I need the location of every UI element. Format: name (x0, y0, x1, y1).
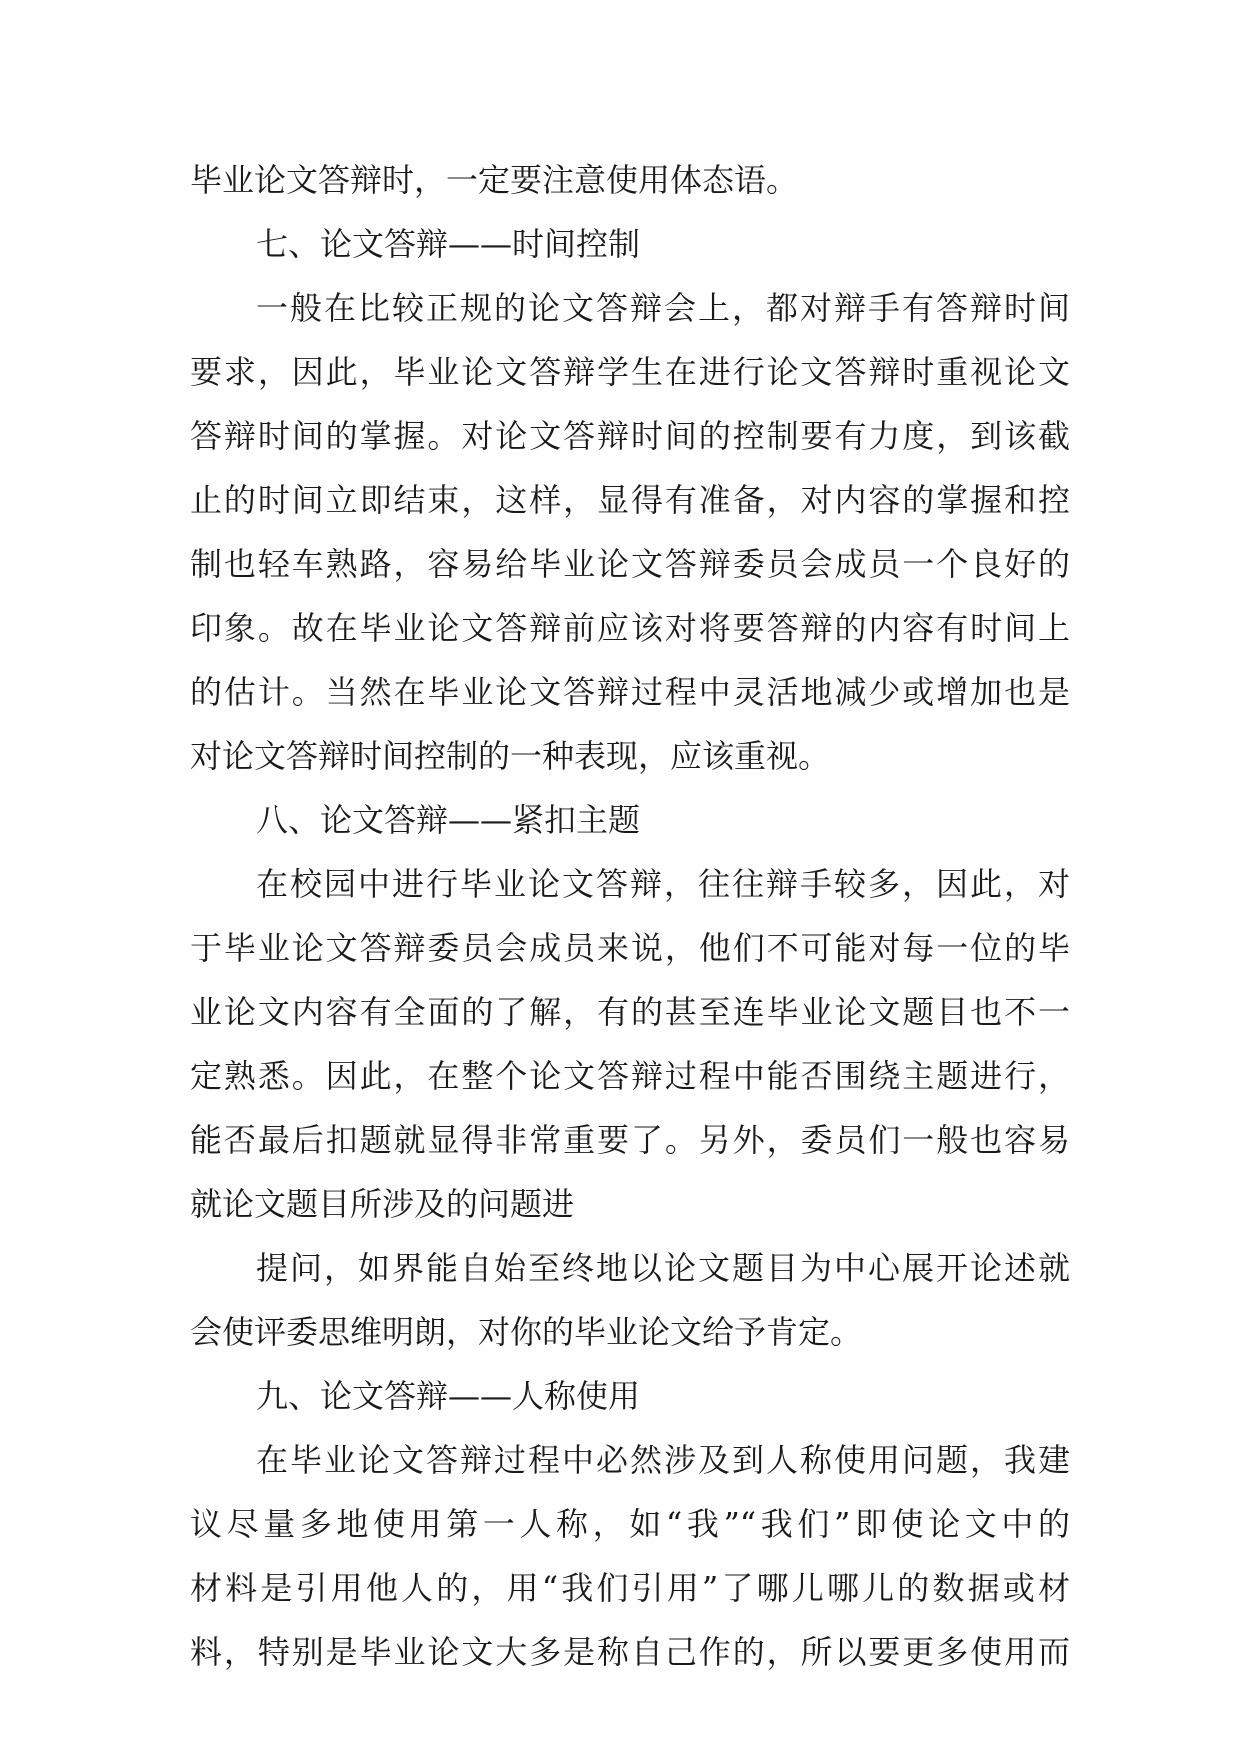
text-line: 议尽量多地使用第一人称，如“我”“我们”即使论文中的 (190, 1505, 1070, 1543)
text-line: 要求，因此，毕业论文答辩学生在进行论文答辩时重视论文 (190, 353, 1070, 391)
section-heading: 八、论文答辩——紧扣主题 (256, 801, 641, 839)
text-line: 止的时间立即结束，这样，显得有准备，对内容的掌握和控 (190, 481, 1070, 519)
text-line: 材料是引用他人的，用“我们引用”了哪儿哪儿的数据或材 (190, 1569, 1070, 1607)
paragraph-first-line: 在毕业论文答辩过程中必然涉及到人称使用问题，我建 (256, 1441, 1070, 1479)
text-line: 制也轻车熟路，容易给毕业论文答辩委员会成员一个良好的 (190, 545, 1070, 583)
text-line: 业论文内容有全面的了解，有的甚至连毕业论文题目也不一 (190, 993, 1070, 1031)
text-line: 的估计。当然在毕业论文答辩过程中灵活地减少或增加也是 (190, 673, 1070, 711)
section-heading: 七、论文答辩——时间控制 (256, 225, 641, 263)
text-line: 印象。故在毕业论文答辩前应该对将要答辩的内容有时间上 (190, 609, 1070, 647)
paragraph-first-line: 提问，如界能自始至终地以论文题目为中心展开论述就 (256, 1249, 1070, 1287)
text-line: 答辩时间的掌握。对论文答辩时间的控制要有力度，到该截 (190, 417, 1070, 455)
text-line: 毕业论文答辩时，一定要注意使用体态语。 (190, 161, 799, 199)
paragraph-first-line: 在校园中进行毕业论文答辩，往往辩手较多，因此，对 (256, 865, 1070, 903)
text-line: 能否最后扣题就显得非常重要了。另外，委员们一般也容易 (190, 1121, 1070, 1159)
text-line: 会使评委思维明朗，对你的毕业论文给予肯定。 (190, 1313, 863, 1351)
text-line: 于毕业论文答辩委员会成员来说，他们不可能对每一位的毕 (190, 929, 1070, 967)
section-heading: 九、论文答辩——人称使用 (256, 1377, 641, 1415)
text-line: 定熟悉。因此，在整个论文答辩过程中能否围绕主题进行， (190, 1057, 1070, 1095)
text-line: 就论文题目所涉及的问题进 (190, 1185, 575, 1223)
text-line: 料，特别是毕业论文大多是称自己作的，所以要更多使用而 (190, 1633, 1070, 1671)
text-line: 对论文答辩时间控制的一种表现，应该重视。 (190, 737, 831, 775)
paragraph-first-line: 一般在比较正规的论文答辩会上，都对辩手有答辩时间 (256, 289, 1070, 327)
